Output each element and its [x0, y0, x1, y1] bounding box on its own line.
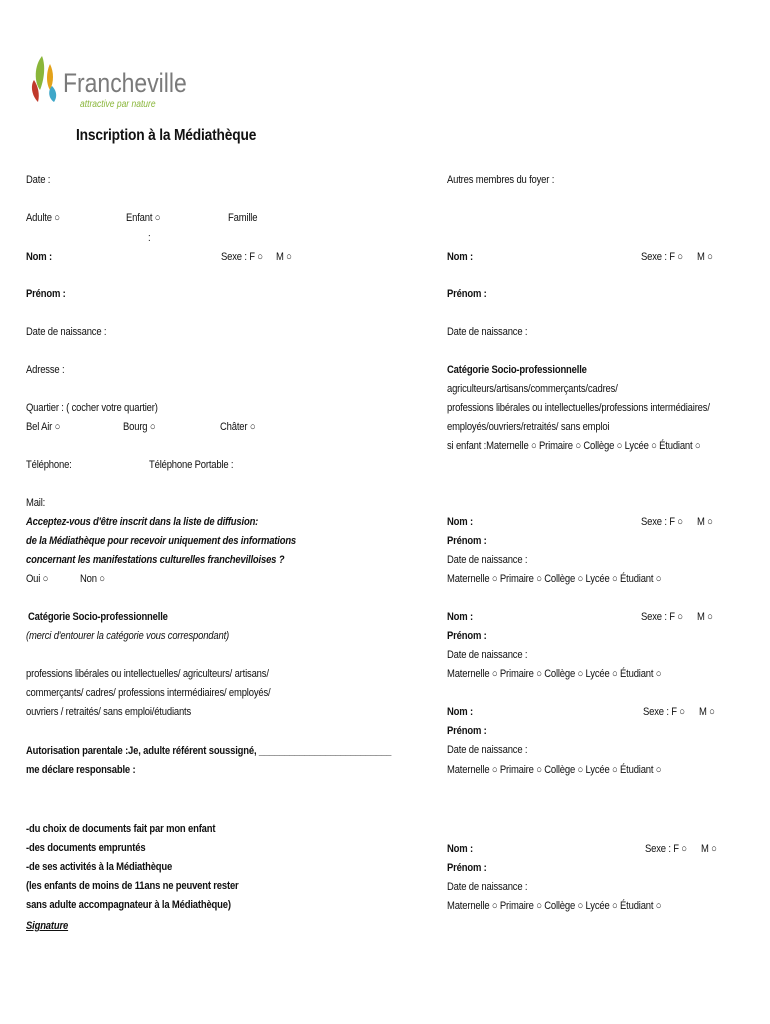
- responsabilite-line3: -de ses activités à la Médiathèque: [26, 861, 173, 873]
- member4-school-options[interactable]: Maternelle ○ Primaire ○ Collège ○ Lycée ○ Étudiant ○: [447, 764, 662, 776]
- logo-wordmark: Francheville: [63, 68, 187, 98]
- famille-label: Famille: [228, 212, 258, 224]
- member2-sexe-f-option[interactable]: Sexe : F ○: [641, 516, 683, 528]
- adulte-option[interactable]: Adulte ○: [26, 212, 60, 224]
- member2-sexe-m-option[interactable]: M ○: [697, 516, 713, 528]
- sexe-m-option[interactable]: M ○: [276, 251, 292, 263]
- member3-school-options[interactable]: Maternelle ○ Primaire ○ Collège ○ Lycée ○ Étudiant ○: [447, 668, 662, 680]
- csp-line2[interactable]: commerçants/ cadres/ professions intermédiaires/ employés/: [26, 687, 271, 699]
- quartier-label: Quartier : ( cocher votre quartier): [26, 402, 158, 414]
- member1-nom-label: Nom :: [447, 251, 473, 263]
- member2-school-options[interactable]: Maternelle ○ Primaire ○ Collège ○ Lycée ○ Étudiant ○: [447, 573, 662, 585]
- responsabilite-line1: -du choix de documents fait par mon enfant: [26, 823, 216, 835]
- member1-csp-line1[interactable]: agriculteurs/artisans/commerçants/cadres/: [447, 383, 618, 395]
- diffusion-question-line3: concernant les manifestations culturelles franchevilloises ?: [26, 554, 285, 566]
- member4-sexe-m-option[interactable]: M ○: [699, 706, 715, 718]
- csp-line3[interactable]: ouvriers / retraités/ sans emploi/étudiants: [26, 706, 192, 718]
- member5-school-options[interactable]: Maternelle ○ Primaire ○ Collège ○ Lycée ○ Étudiant ○: [447, 900, 662, 912]
- page-title: Inscription à la Médiathèque: [76, 127, 257, 144]
- non-option[interactable]: Non ○: [80, 573, 105, 585]
- member3-sexe-m-option[interactable]: M ○: [697, 611, 713, 623]
- member1-csp-line3[interactable]: employés/ouvriers/retraités/ sans emploi: [447, 421, 610, 433]
- member1-csp-title: Catégorie Socio-professionnelle: [447, 364, 587, 376]
- member3-nom-label: Nom :: [447, 611, 473, 623]
- oui-option[interactable]: Oui ○: [26, 573, 49, 585]
- signature-label: Signature: [26, 920, 69, 932]
- adresse-label: Adresse :: [26, 364, 65, 376]
- csp-note: (merci d'entourer la catégorie vous correspondant): [26, 630, 230, 642]
- naissance-label: Date de naissance :: [26, 326, 107, 338]
- member2-nom-label: Nom :: [447, 516, 473, 528]
- telephone-label: Téléphone:: [26, 459, 72, 471]
- responsabilite-line2: -des documents empruntés: [26, 842, 146, 854]
- chater-option[interactable]: Châter ○: [220, 421, 256, 433]
- member4-sexe-f-option[interactable]: Sexe : F ○: [643, 706, 685, 718]
- logo-tagline: attractive par nature: [80, 99, 156, 110]
- enfant-option[interactable]: Enfant ○: [126, 212, 161, 224]
- member4-naissance-label: Date de naissance :: [447, 744, 528, 756]
- member5-sexe-m-option[interactable]: M ○: [701, 843, 717, 855]
- csp-title: Catégorie Socio-professionnelle: [28, 611, 168, 623]
- member3-sexe-f-option[interactable]: Sexe : F ○: [641, 611, 683, 623]
- portable-label: Téléphone Portable :: [149, 459, 234, 471]
- member1-sexe-f-option[interactable]: Sexe : F ○: [641, 251, 683, 263]
- famille-colon: :: [148, 232, 151, 244]
- member1-naissance-label: Date de naissance :: [447, 326, 528, 338]
- member5-prenom-label: Prénom :: [447, 862, 487, 874]
- date-label: Date :: [26, 174, 51, 186]
- autres-membres-label: Autres membres du foyer :: [447, 174, 555, 186]
- member1-prenom-label: Prénom :: [447, 288, 487, 300]
- member3-prenom-label: Prénom :: [447, 630, 487, 642]
- nom-label: Nom :: [26, 251, 52, 263]
- diffusion-question-line1: Acceptez-vous d'être inscrit dans la liste de diffusion:: [26, 516, 259, 528]
- member1-enfant-options[interactable]: si enfant :Maternelle ○ Primaire ○ Collège ○ Lycée ○ Étudiant ○: [447, 440, 701, 452]
- autorisation-line2: me déclare responsable :: [26, 764, 136, 776]
- autorisation-line1: Autorisation parentale :Je, adulte référent soussigné, __________________________: [26, 745, 392, 757]
- member5-nom-label: Nom :: [447, 843, 473, 855]
- bourg-option[interactable]: Bourg ○: [123, 421, 156, 433]
- member2-prenom-label: Prénom :: [447, 535, 487, 547]
- prenom-label: Prénom :: [26, 288, 66, 300]
- csp-line1[interactable]: professions libérales ou intellectuelles/ agriculteurs/ artisans/: [26, 668, 269, 680]
- responsabilite-line5: sans adulte accompagnateur à la Médiathèque): [26, 899, 231, 911]
- member4-prenom-label: Prénom :: [447, 725, 487, 737]
- member3-naissance-label: Date de naissance :: [447, 649, 528, 661]
- diffusion-question-line2: de la Médiathèque pour recevoir uniquement des informations: [26, 535, 297, 547]
- member2-naissance-label: Date de naissance :: [447, 554, 528, 566]
- responsabilite-line4: (les enfants de moins de 11ans ne peuvent rester: [26, 880, 239, 892]
- member5-naissance-label: Date de naissance :: [447, 881, 528, 893]
- sexe-f-option[interactable]: Sexe : F ○: [221, 251, 263, 263]
- member1-sexe-m-option[interactable]: M ○: [697, 251, 713, 263]
- member1-csp-line2[interactable]: professions libérales ou intellectuelles/professions intermédiaires/: [447, 402, 710, 414]
- belair-option[interactable]: Bel Air ○: [26, 421, 61, 433]
- mail-label: Mail:: [26, 497, 46, 509]
- member4-nom-label: Nom :: [447, 706, 473, 718]
- member5-sexe-f-option[interactable]: Sexe : F ○: [645, 843, 687, 855]
